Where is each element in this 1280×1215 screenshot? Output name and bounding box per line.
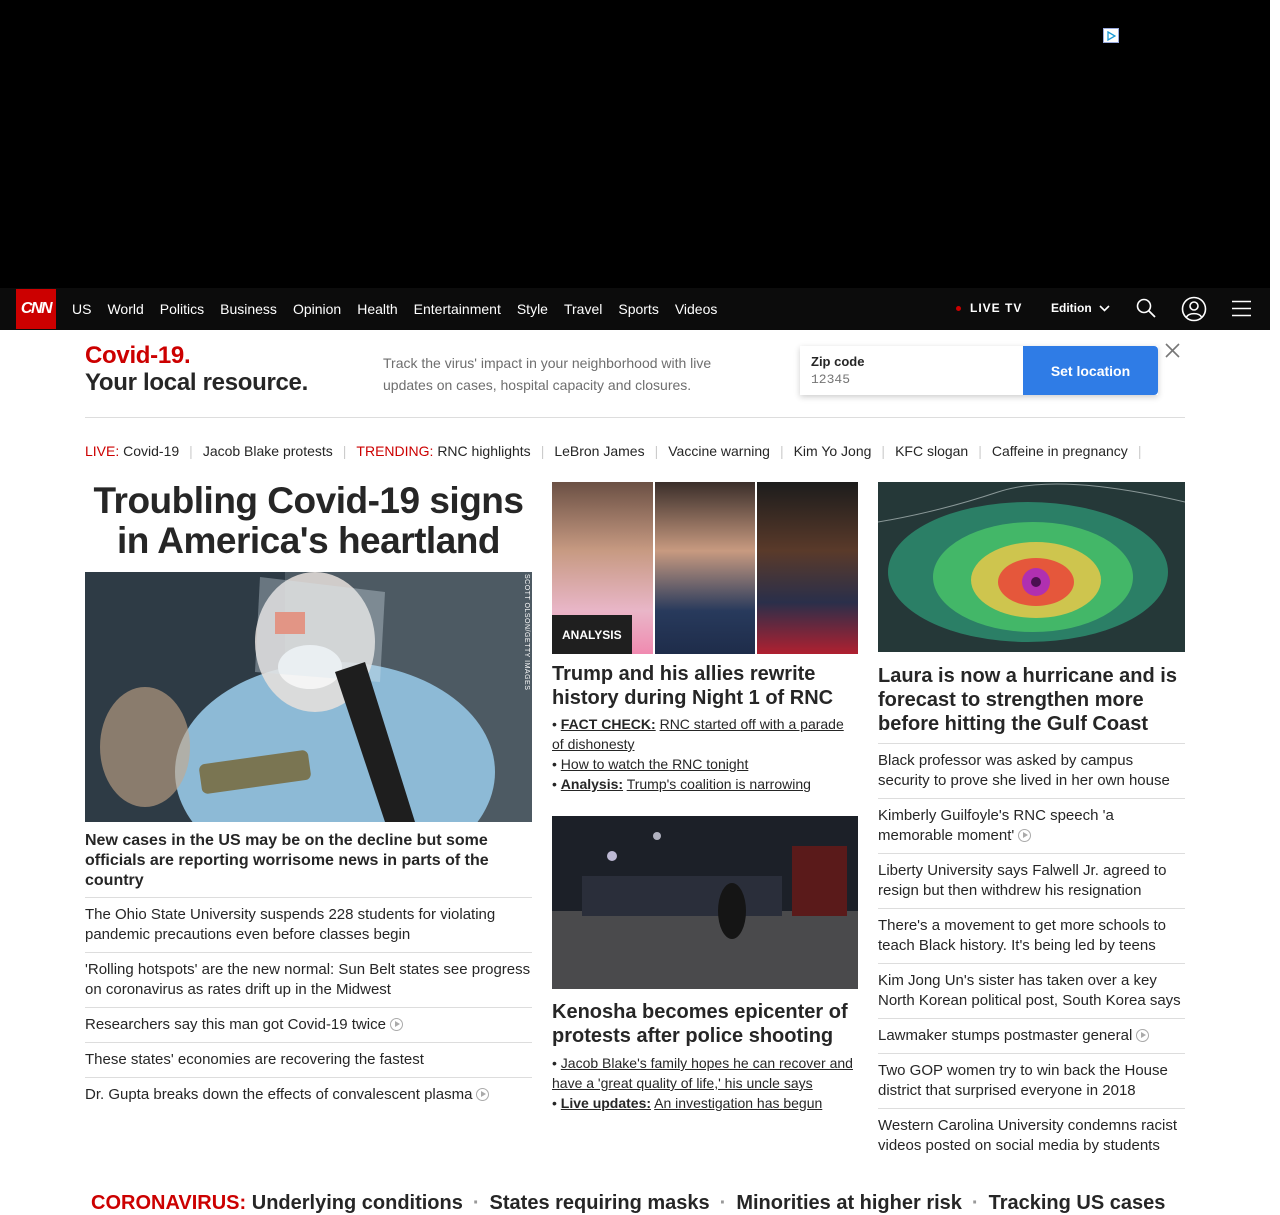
bullet-text: An investigation has begun [654,1095,823,1111]
play-video-icon [1136,1029,1149,1042]
rnc-headline[interactable]: Trump and his allies rewrite history during Night 1 of RNC [552,663,834,709]
cnn-logo[interactable]: CNN [16,289,56,329]
trending-link-lebron[interactable]: LeBron James [554,443,645,459]
kenosha-image[interactable] [552,816,858,989]
list-item[interactable] [878,853,1185,908]
topic-link-underlying-conditions[interactable]: Underlying conditions [251,1191,463,1214]
ad-choices-icon[interactable] [1103,28,1119,43]
nav-link-us[interactable]: US [72,301,92,317]
hero-photo-illustration [85,572,532,822]
rnc-bullets [552,714,858,794]
story-text: Lawmaker stumps postmaster general [878,1027,1133,1044]
list-item[interactable] [85,1007,532,1042]
list-item[interactable]: • How to watch the RNC tonight [552,756,749,772]
analysis-badge: ANALYSIS [552,615,632,654]
covid-description: Track the virus' impact in your neighborhood with live updates on cases, hospital capacity and closures. [383,355,712,393]
live-dot-icon [956,306,961,311]
separator: | [189,443,193,459]
image-credit: SCOTT OLSON/GETTY IMAGES [523,574,530,691]
story-text: 'Rolling hotspots' are the new normal: Sun Belt states see progress on coronavirus as rates drift up in the Midwest [85,961,531,998]
separator: · [472,1191,480,1214]
top-nav [0,288,1270,330]
separator: | [654,443,659,459]
live-tv-link[interactable] [956,301,1022,315]
story-text: Western Carolina University condemns racist videos posted on social media by students [878,1117,1177,1154]
bullet-text: How to watch the RNC tonight [560,756,749,772]
set-location-button[interactable]: Set location [1023,346,1158,395]
story-text: Black professor was asked by campus security to prove she lived in her own house [878,752,1170,789]
trending-link-rnc[interactable]: RNC highlights [437,443,531,459]
separator: · [719,1191,727,1214]
ad-banner[interactable] [0,0,1270,288]
bullet-text: Trump's coalition is narrowing [626,776,811,792]
list-item[interactable] [85,952,532,1007]
trending-bar [85,441,1151,461]
nav-link-opinion[interactable]: Opinion [292,301,342,317]
account-icon[interactable] [1181,296,1207,322]
nav-link-health[interactable]: Health [357,301,398,317]
list-item[interactable]: • Jacob Blake's family hopes he can recover and have a 'great quality of life,' his uncle says [552,1055,853,1091]
banner-divider [85,417,1185,418]
close-icon[interactable] [1164,342,1181,359]
list-item[interactable] [878,1018,1185,1053]
hurricane-radar-illustration [878,482,1185,652]
story-text: These states' economies are recovering the fastest [85,1051,424,1068]
separator: | [1137,443,1142,459]
search-icon[interactable] [1136,298,1156,318]
bullet-bold-label: Analysis: [560,776,624,792]
separator: | [540,443,545,459]
chevron-down-icon [1099,305,1110,312]
zip-code-input[interactable] [811,372,1011,387]
list-item[interactable] [878,798,1185,853]
story-text: Two GOP women try to win back the House district that surprised everyone in 2018 [878,1062,1168,1099]
list-item[interactable] [878,908,1185,963]
live-tv-label: LIVE TV [970,301,1023,315]
menu-icon[interactable] [1232,300,1251,317]
play-video-icon [1018,829,1031,842]
rnc-photo-panel [653,482,756,654]
topic-link-masks[interactable]: States requiring masks [489,1191,710,1214]
edition-dropdown[interactable] [1051,301,1110,315]
nav-link-politics[interactable]: Politics [159,301,205,317]
col1-lead-headline[interactable]: New cases in the US may be on the decline but some officials are reporting worrisome news in parts of the country [85,832,489,889]
kenosha-headline[interactable]: Kenosha becomes epicenter of protests after police shooting [552,1001,848,1047]
nav-link-travel[interactable]: Travel [563,301,603,317]
nav-link-entertainment[interactable]: Entertainment [413,301,501,317]
col1-story-list [85,897,532,1112]
zip-code-form [800,346,1158,395]
hero-headline[interactable]: Troubling Covid-19 signs in America's heartland [93,480,524,561]
zip-code-label: Zip code [811,354,865,369]
col3-story-list [878,743,1185,1163]
list-item[interactable] [878,1108,1185,1163]
kenosha-bullets [552,1053,858,1113]
list-item[interactable] [85,1042,532,1077]
hero-image[interactable] [85,572,532,822]
play-video-icon [390,1018,403,1031]
trending-link-caffeine[interactable]: Caffeine in pregnancy [991,443,1128,459]
bullet-text: Jacob Blake's family hopes he can recover and have a 'great quality of life,' his uncle says [552,1055,853,1091]
list-item[interactable]: • FACT CHECK: RNC started off with a parade of dishonesty [552,716,844,752]
trending-link-vaccine[interactable]: Vaccine warning [668,443,770,459]
trending-link-jacob-blake[interactable]: Jacob Blake protests [202,443,333,459]
bullet-bold-label: Live updates: [560,1095,652,1111]
nav-link-sports[interactable]: Sports [618,301,659,317]
nav-links [64,288,725,330]
live-label: LIVE: [85,443,120,459]
play-video-icon [476,1088,489,1101]
trending-link-kim-yo-jong[interactable]: Kim Yo Jong [793,443,872,459]
nav-link-videos[interactable]: Videos [674,301,718,317]
story-text: Liberty University says Falwell Jr. agreed to resign but then withdrew his resignation [878,862,1167,899]
list-item[interactable]: • Analysis: Trump's coalition is narrowing [552,776,811,792]
list-item[interactable] [878,963,1185,1018]
topic-link-tracking-cases[interactable]: Tracking US cases [988,1191,1166,1214]
edition-label: Edition [1051,301,1092,315]
list-item[interactable] [878,743,1185,798]
coronavirus-topic-bar [91,1192,1165,1214]
list-item[interactable] [85,1077,532,1112]
list-item[interactable] [878,1053,1185,1108]
hurricane-headline[interactable]: Laura is now a hurricane and is forecast to strengthen more before hitting the Gulf Coast [878,665,1177,735]
list-item[interactable] [85,897,532,952]
trending-link-kfc[interactable]: KFC slogan [895,443,969,459]
story-text: Researchers say this man got Covid-19 twice [85,1016,386,1033]
nav-link-world[interactable]: World [107,301,144,317]
story-text: Kimberly Guilfoyle's RNC speech 'a memorable moment' [878,807,1114,844]
separator: | [978,443,982,459]
bullet-bold-label: FACT CHECK: [560,716,656,732]
separator: | [342,443,347,459]
story-text: The Ohio State University suspends 228 students for violating pandemic precautions even before classes begin [85,906,496,943]
bullet-text: RNC started off with a parade of dishonesty [552,716,844,752]
coronavirus-label: CORONAVIRUS: [91,1191,247,1214]
covid-title-red: Covid-19. [85,342,191,369]
covid-banner-title [85,342,308,396]
story-text: Kim Jong Un's sister has taken over a key North Korean political post, South Korea says [878,972,1181,1009]
trending-link-covid[interactable]: Covid-19 [123,443,180,459]
story-text: Dr. Gupta breaks down the effects of convalescent plasma [85,1086,473,1103]
story-text: There's a movement to get more schools to teach Black history. It's being led by teens [878,917,1166,954]
hurricane-image[interactable] [878,482,1185,652]
trending-label: TRENDING: [356,443,434,459]
nav-link-style[interactable]: Style [516,301,548,317]
nav-link-business[interactable]: Business [220,301,277,317]
separator: | [881,443,886,459]
rnc-image[interactable] [552,482,858,654]
topic-link-minorities[interactable]: Minorities at higher risk [736,1191,962,1214]
covid-title-dark: Your local resource. [85,369,308,396]
list-item[interactable]: • Live updates: An investigation has begun [552,1095,823,1111]
rnc-photo-panel [755,482,858,654]
kenosha-photo-illustration [552,816,858,989]
separator: | [779,443,784,459]
separator: · [971,1191,979,1214]
